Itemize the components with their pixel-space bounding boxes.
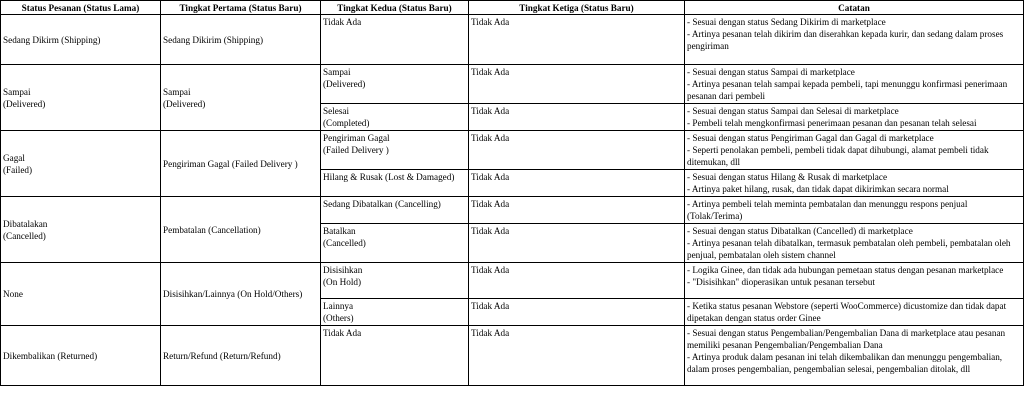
header-first-level: Tingkat Pertama (Status Baru) xyxy=(161,1,321,15)
second-level-text: Tidak Ada xyxy=(323,17,362,27)
note-line: - Sesuai dengan status Hilang & Rusak di marketplace xyxy=(687,172,888,182)
second-level-text: (Completed) xyxy=(323,118,370,128)
cell-third-level: Tidak Ada xyxy=(469,104,685,131)
cell-second-level xyxy=(321,197,469,224)
old-status-text: Sedang Dikirm (Shipping) xyxy=(3,34,101,45)
cell-notes xyxy=(685,263,1024,299)
note-line: - Logika Ginee, dan tidak ada hubungan pemetaan status dengan pesanan marketplace xyxy=(687,265,1004,275)
note-line: - Pembeli telah mengkonfirmasi penerimaan pesanan dan pesanan telah selesai xyxy=(687,118,977,128)
header-notes: Catatan xyxy=(685,1,1024,15)
cell-notes xyxy=(685,65,1024,104)
table-row xyxy=(1,197,1024,224)
cell-third-level: Tidak Ada xyxy=(469,224,685,263)
old-status-text: Dibatalakan xyxy=(3,218,48,229)
note-line: - Artinya pembeli telah meminta pembatalan dan menunggu respons penjual (Tolak/Terima) xyxy=(687,199,968,221)
cell-first-level xyxy=(161,15,321,65)
cell-old-status xyxy=(1,65,161,131)
first-level-text: Sampai xyxy=(163,86,191,97)
table-row xyxy=(1,326,1024,386)
cell-second-level xyxy=(321,104,469,131)
table-row xyxy=(1,15,1024,65)
cell-second-level xyxy=(321,15,469,65)
second-level-text: Disisihkan xyxy=(323,265,363,275)
old-status-text: (Delivered) xyxy=(3,98,46,109)
old-status-text: None xyxy=(3,289,23,299)
note-line: - Sesuai dengan status Sedang Dikirim di marketplace xyxy=(687,17,886,27)
note-line: - Artinya pesanan telah dikirim dan diserahkan kepada kurir, dan sedang dalam proses pengiriman xyxy=(687,29,1004,51)
second-level-text: (Delivered) xyxy=(323,79,366,89)
second-level-text: Sampai xyxy=(323,67,351,77)
note-line: - Artinya pesanan telah dibatalkan, termasuk pembatalan oleh pembeli, pembatalan oleh penjual, pembatalan oleh sistem channel xyxy=(687,238,1011,260)
old-status-text: Gagal xyxy=(3,152,25,163)
note-line: - "Disisihkan" dioperasikan untuk pesanan tersebut xyxy=(687,277,875,287)
first-level-text: Sedang Dikirim (Shipping) xyxy=(163,34,264,45)
cell-second-level xyxy=(321,65,469,104)
cell-second-level xyxy=(321,224,469,263)
old-status-text: (Failed) xyxy=(3,164,33,175)
cell-third-level: Tidak Ada xyxy=(469,15,685,65)
cell-third-level: Tidak Ada xyxy=(469,326,685,386)
second-level-text: (Cancelled) xyxy=(323,238,366,248)
cell-first-level xyxy=(161,197,321,263)
header-third-level: Tingkat Ketiga (Status Baru) xyxy=(469,1,685,15)
cell-third-level: Tidak Ada xyxy=(469,197,685,224)
second-level-text: Lainnya xyxy=(323,301,354,311)
note-line: - Artinya paket hilang, rusak, dan tidak dapat dikirimkan secara normal xyxy=(687,184,949,194)
cell-second-level xyxy=(321,299,469,326)
cell-second-level xyxy=(321,170,469,197)
note-line: - Sesuai dengan status Sampai di marketplace xyxy=(687,67,855,77)
cell-notes xyxy=(685,197,1024,224)
cell-notes xyxy=(685,299,1024,326)
cell-second-level xyxy=(321,326,469,386)
first-level-text: Pengiriman Gagal (Failed Delivery ) xyxy=(163,158,298,169)
note-line: - Sesuai dengan status Pengiriman Gagal dan Gagal di marketplace xyxy=(687,133,934,143)
note-line: - Seperti penolakan pembeli, pembeli tidak dapat dihubungi, alamat pembeli tidak ditemukan, dll xyxy=(687,145,989,167)
table-header-row xyxy=(1,1,1024,15)
second-level-text: (Others) xyxy=(323,313,354,323)
note-line: - Artinya pesanan telah sampai kepada pembeli, tapi menunggu konfirmasi penerimaan pesanan dari pembeli xyxy=(687,79,1008,101)
note-line: - Sesuai dengan status Pengembalian/Pengembalian Dana di marketplace atau pesanan memiliki pesanan Pengembalian/Pengembalian Dana xyxy=(687,328,1006,350)
note-line: - Sesuai dengan status Sampai dan Selesai di marketplace xyxy=(687,106,899,116)
table-row xyxy=(1,131,1024,170)
old-status-text: (Cancelled) xyxy=(3,230,46,241)
cell-second-level xyxy=(321,263,469,299)
cell-third-level: Tidak Ada xyxy=(469,170,685,197)
note-line: - Ketika status pesanan Webstore (seperti WooCommerce) dicustomize dan tidak dapat dipetakan dengan status order Ginee xyxy=(687,301,1007,323)
second-level-text: Pengiriman Gagal xyxy=(323,133,390,143)
first-level-text: (Delivered) xyxy=(163,98,206,109)
cell-first-level xyxy=(161,131,321,197)
cell-first-level xyxy=(161,65,321,131)
header-old-status: Status Pesanan (Status Lama) xyxy=(1,1,161,15)
old-status-text: Dikembalikan (Returned) xyxy=(3,350,98,361)
cell-notes xyxy=(685,131,1024,170)
cell-old-status xyxy=(1,326,161,386)
cell-notes xyxy=(685,170,1024,197)
old-status-text: Sampai xyxy=(3,86,31,97)
cell-second-level xyxy=(321,131,469,170)
second-level-text: Tidak Ada xyxy=(323,328,362,338)
second-level-text: Batalkan xyxy=(323,226,356,236)
table-row xyxy=(1,263,1024,299)
table-row xyxy=(1,65,1024,104)
second-level-text: (Failed Delivery ) xyxy=(323,145,389,155)
cell-third-level: Tidak Ada xyxy=(469,131,685,170)
cell-notes xyxy=(685,326,1024,386)
cell-first-level xyxy=(161,263,321,326)
cell-old-status xyxy=(1,197,161,263)
first-level-text: Disisihkan/Lainnya (On Hold/Others) xyxy=(163,289,303,299)
cell-notes xyxy=(685,104,1024,131)
second-level-text: Hilang & Rusak (Lost & Damaged) xyxy=(323,172,455,182)
cell-notes xyxy=(685,15,1024,65)
cell-third-level: Tidak Ada xyxy=(469,263,685,299)
table-body xyxy=(1,15,1024,386)
cell-old-status xyxy=(1,263,161,326)
cell-first-level xyxy=(161,326,321,386)
cell-third-level: Tidak Ada xyxy=(469,299,685,326)
second-level-text: Sedang Dibatalkan (Cancelling) xyxy=(323,199,441,209)
cell-old-status xyxy=(1,131,161,197)
cell-notes xyxy=(685,224,1024,263)
header-second-level: Tingkat Kedua (Status Baru) xyxy=(321,1,469,15)
note-line: - Sesuai dengan status Dibatalkan (Cancelled) di marketplace xyxy=(687,226,913,236)
first-level-text: Pembatalan (Cancellation) xyxy=(163,224,261,235)
second-level-text: (On Hold) xyxy=(323,277,362,287)
first-level-text: Return/Refund (Return/Refund) xyxy=(163,350,281,361)
second-level-text: Selesai xyxy=(323,106,350,116)
note-line: - Artinya produk dalam pesanan ini telah dikembalikan dan menunggu pengembalian, dalam proses pengembalian, pengembalian selesai, pengembalian ditolak, dll xyxy=(687,352,1003,374)
cell-third-level: Tidak Ada xyxy=(469,65,685,104)
cell-old-status xyxy=(1,15,161,65)
